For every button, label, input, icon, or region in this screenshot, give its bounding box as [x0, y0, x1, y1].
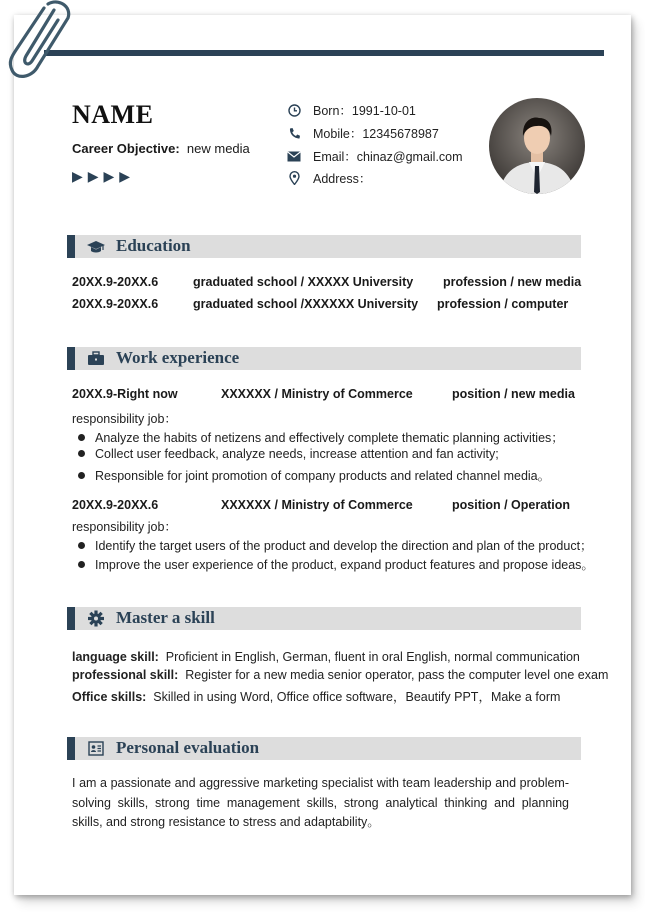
- arrow-decoration: ▶▶▶▶: [72, 168, 136, 184]
- education-school: graduated school / XXXXX University: [193, 275, 414, 289]
- education-title: Education: [116, 236, 191, 255]
- education-school: graduated school /XXXXXX University: [193, 297, 419, 311]
- gear-icon: [87, 610, 105, 627]
- header-rule: [44, 50, 604, 56]
- location-pin-icon: [287, 171, 301, 185]
- id-card-icon: [87, 740, 105, 757]
- briefcase-icon: [87, 350, 105, 367]
- evaluation-title: Personal evaluation: [116, 738, 260, 757]
- education-profession: profession / new media: [443, 275, 582, 289]
- education-profession: profession / computer: [437, 297, 569, 311]
- work-period: 20XX.9-20XX.6: [72, 498, 159, 512]
- profile-photo: [489, 98, 585, 194]
- evaluation-header: [67, 737, 581, 760]
- responsibility-item: Improve the user experience of the product, expand product features and propose ideas。: [78, 555, 594, 573]
- born-text: Born：1991-10-01: [313, 104, 416, 118]
- section-accent: [67, 347, 75, 370]
- phone-icon: [287, 126, 301, 140]
- address-row: [287, 169, 371, 187]
- paperclip-icon: [4, 0, 76, 86]
- graduation-cap-icon: [87, 238, 105, 255]
- born-row: [287, 101, 416, 119]
- address-text: Address：: [313, 172, 372, 186]
- responsibility-item: Analyze the habits of netizens and effectively complete thematic planning activities；: [78, 428, 564, 446]
- skill-title: Master a skill: [116, 608, 215, 627]
- email-text: Email：chinaz@gmail.com: [313, 150, 463, 164]
- work-position: position / Operation: [452, 498, 571, 512]
- work-organization: XXXXXX / Ministry of Commerce: [221, 498, 413, 512]
- work-position: position / new media: [452, 387, 575, 401]
- mobile-row: [287, 124, 439, 142]
- skill-value: Skilled in using Word, Office office software，Beautify PPT，Make a form: [153, 690, 561, 704]
- education-header: [67, 235, 581, 258]
- section-accent: [67, 607, 75, 630]
- skill-value: Proficient in English, German, fluent in oral English, normal communication: [165, 650, 580, 664]
- mobile-text: Mobile：12345678987: [313, 127, 439, 141]
- education-period: 20XX.9-20XX.6: [72, 297, 159, 311]
- section-accent: [67, 235, 75, 258]
- skill-header: [67, 607, 581, 630]
- education-period: 20XX.9-20XX.6: [72, 275, 159, 289]
- email-row: [287, 147, 463, 165]
- skill-label: professional skill:: [72, 668, 179, 682]
- envelope-icon: [287, 149, 301, 163]
- responsibility-label: responsibility job：: [72, 412, 177, 426]
- section-accent: [67, 737, 75, 760]
- skill-label: Office skills:: [72, 690, 147, 704]
- skill-value: Register for a new media senior operator, pass the computer level one exam: [185, 668, 609, 682]
- responsibility-label: responsibility job：: [72, 520, 177, 534]
- career-objective-label: Career Objective:: [72, 141, 180, 156]
- career-objective-value: new media: [186, 141, 250, 156]
- responsibility-item: Responsible for joint promotion of company products and related channel media。: [78, 466, 550, 484]
- evaluation-paragraph: I am a passionate and aggressive marketing specialist with team leadership and problem-solving skills, strong time management skills, strong analytical thinking and planning skills, and strong resistance to stress and adaptability。: [72, 776, 569, 829]
- skill-line: [72, 687, 560, 705]
- skill-line: [72, 668, 608, 682]
- responsibility-item: Identify the target users of the product and develop the direction and plan of the product；: [78, 536, 593, 554]
- responsibility-item: Collect user feedback, analyze needs, increase attention and fan activity;: [78, 447, 499, 461]
- clock-icon: [287, 103, 301, 117]
- work-period: 20XX.9-Right now: [72, 387, 178, 401]
- skill-label: language skill:: [72, 650, 159, 664]
- work-header: [67, 347, 581, 370]
- candidate-name: NAME: [72, 100, 154, 129]
- work-title: Work experience: [116, 348, 240, 367]
- skill-line: [72, 650, 580, 664]
- career-objective: [72, 141, 250, 156]
- work-organization: XXXXXX / Ministry of Commerce: [221, 387, 413, 401]
